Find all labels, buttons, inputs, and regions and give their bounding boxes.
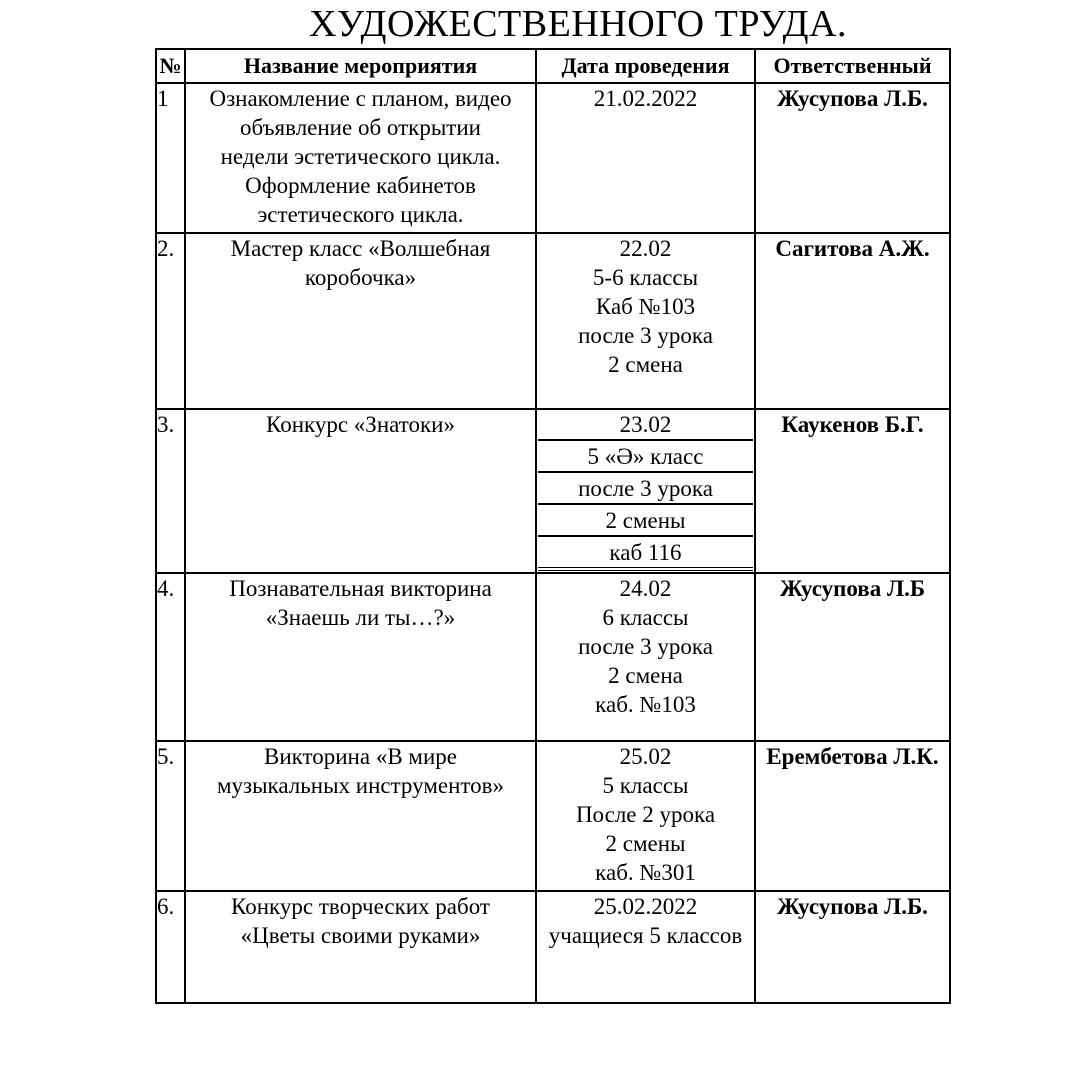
event-name-line: «Цветы своими руками» [240, 923, 481, 948]
table-row [156, 409, 950, 573]
table-row [156, 573, 950, 741]
event-date-line: 25.02.2022 [593, 894, 698, 919]
page-title: ХУДОЖЕСТВЕННОГО ТРУДА. [309, 3, 847, 45]
table-row [156, 83, 950, 233]
event-date [536, 83, 755, 233]
event-responsible: Сагитова А.Ж. [755, 233, 950, 409]
event-date [536, 891, 755, 1003]
event-date-line: 25.02 [619, 744, 672, 769]
event-date-line: каб. №103 [595, 692, 696, 717]
header-number: № [156, 49, 185, 83]
event-date-line: после 3 урока [578, 323, 713, 348]
row-number: 6. [156, 891, 185, 1003]
event-date-line: 5 классы [602, 773, 689, 798]
event-date-line: После 2 урока [575, 802, 716, 827]
event-date-line: 23.02 [538, 410, 753, 441]
event-name-line: эстетического цикла. [257, 202, 464, 227]
header-date: Дата проведения [536, 49, 755, 83]
event-date-line: 21.02.2022 [593, 86, 698, 111]
event-date-line: 2 смена [608, 663, 683, 688]
event-date [536, 573, 755, 741]
header-responsible: Ответственный [755, 49, 950, 83]
row-number: 2. [156, 233, 185, 409]
row-number: 4. [156, 573, 185, 741]
event-date-line: Каб №103 [595, 294, 696, 319]
event-responsible: Жусупова Л.Б. [755, 83, 950, 233]
event-date-line: каб 116 [538, 538, 753, 571]
event-name-line: Конкурс творческих работ [231, 894, 490, 919]
event-date-line: 22.02 [619, 236, 672, 261]
event-name-line: «Знаешь ли ты…?» [265, 605, 456, 630]
event-date-boxes [537, 410, 754, 571]
events-table [155, 48, 951, 1004]
event-responsible: Каукенов Б.Г. [755, 409, 950, 573]
event-date-line: 2 смена [608, 352, 683, 377]
event-name [185, 83, 536, 233]
event-date-line: 5 «Ә» класс [538, 442, 753, 473]
event-name-line: Мастер класс «Волшебная [230, 236, 491, 261]
event-name-line: Ознакомление с планом, видео [209, 86, 512, 111]
event-responsible: Жусупова Л.Б [755, 573, 950, 741]
event-name-line: Познавательная викторина [229, 576, 492, 601]
header-row [156, 49, 950, 83]
row-number: 1 [156, 83, 185, 233]
event-name-line: коробочка» [304, 265, 417, 290]
event-date [536, 741, 755, 891]
event-name [185, 233, 536, 409]
event-name-line: недели эстетического цикла. [220, 144, 501, 169]
event-responsible: Жусупова Л.Б. [755, 891, 950, 1003]
event-name [185, 891, 536, 1003]
event-name-line: Викторина «В мире [263, 744, 457, 769]
event-date-line: учащиеся 5 классов [548, 923, 743, 948]
event-date [536, 233, 755, 409]
event-name-line: Конкурс «Знатоки» [266, 412, 455, 437]
event-name [185, 573, 536, 741]
table-row [156, 891, 950, 1003]
event-name-line: объявление об открытии [240, 115, 481, 140]
event-date-line: 5-6 классы [592, 265, 699, 290]
event-date-line: после 3 урока [578, 634, 713, 659]
event-date [536, 409, 755, 573]
event-responsible: Ерембетова Л.К. [755, 741, 950, 891]
row-number: 5. [156, 741, 185, 891]
event-date-line: 2 смены [605, 831, 686, 856]
event-date-line: 6 классы [602, 605, 689, 630]
header-event-name: Название мероприятия [185, 49, 536, 83]
event-name [185, 741, 536, 891]
event-date-line: после 3 урока [538, 474, 753, 505]
event-date-line: каб. №301 [595, 860, 696, 885]
table-row [156, 233, 950, 409]
event-name-line: Оформление кабинетов [245, 173, 476, 198]
event-date-line: 2 смены [538, 506, 753, 537]
table-row [156, 741, 950, 891]
row-number: 3. [156, 409, 185, 573]
event-name [185, 409, 536, 573]
event-name-line: музыкальных инструментов» [216, 773, 505, 798]
event-date-line: 24.02 [619, 576, 672, 601]
